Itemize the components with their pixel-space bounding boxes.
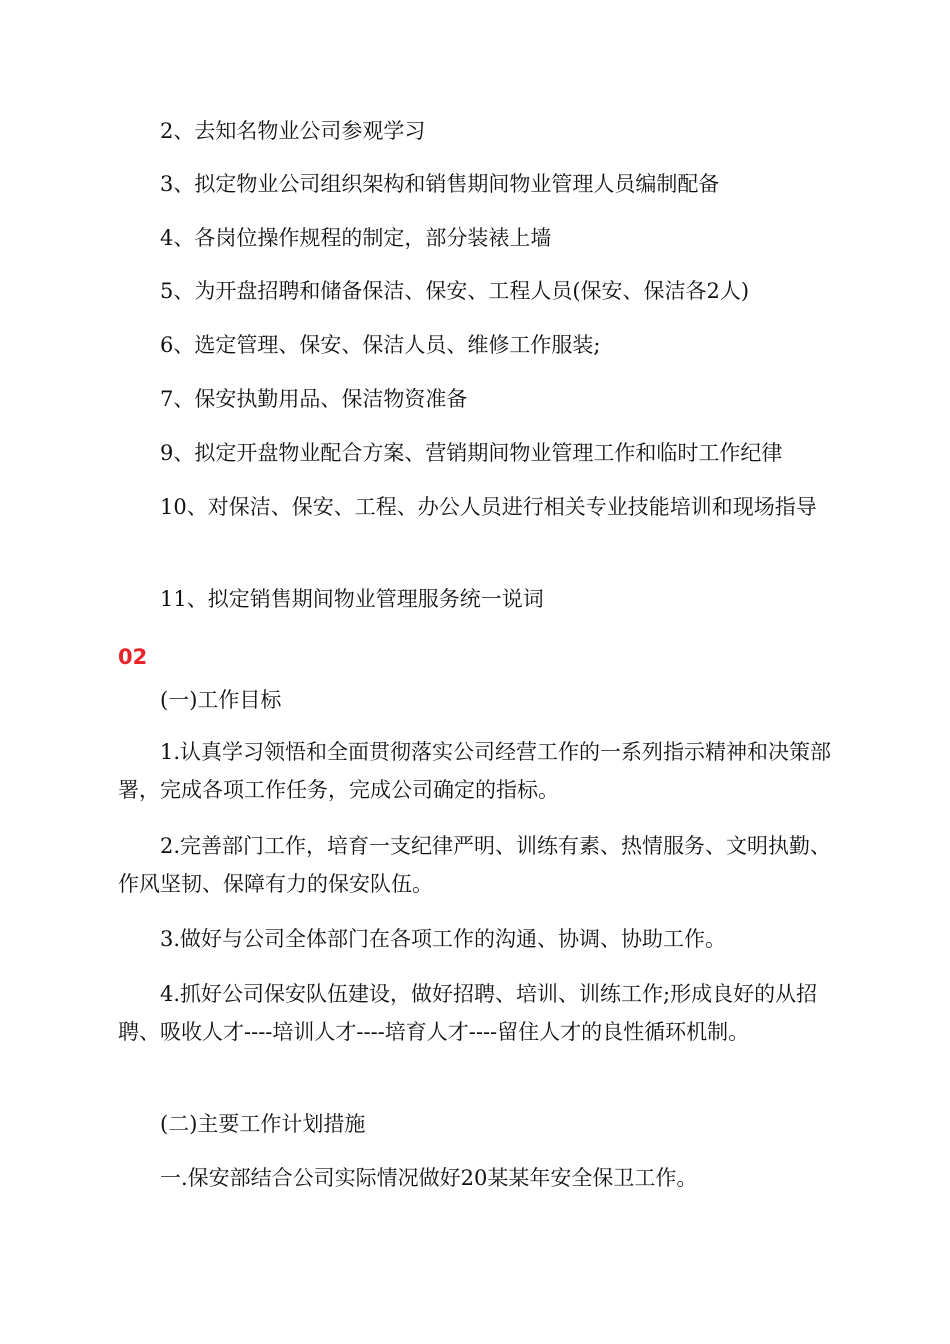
section-heading-measures: (二)主要工作计划措施	[160, 1112, 366, 1136]
list-item: 4、各岗位操作规程的制定，部分装裱上墙	[160, 226, 552, 250]
goal-paragraph: 3.做好与公司全体部门在各项工作的沟通、协调、协助工作。	[160, 927, 727, 951]
goal-paragraph: 2.完善部门工作，培育一支纪律严明、训练有素、热情服务、文明执勤、作风坚韧、保障有力的保安队伍。	[118, 834, 832, 896]
list-item: 2、去知名物业公司参观学习	[160, 119, 426, 143]
section-heading-goals: (一)工作目标	[160, 688, 282, 712]
list-item: 7、保安执勤用品、保洁物资准备	[160, 387, 468, 411]
goal-paragraph: 4.抓好公司保安队伍建设，做好招聘、培训、训练工作;形成良好的从招聘、吸收人才----培训人才----培育人才----留住人才的良性循环机制。	[118, 982, 818, 1044]
measure-paragraph: 一.保安部结合公司实际情况做好20某某年安全保卫工作。	[160, 1166, 698, 1190]
list-item: 9、拟定开盘物业配合方案、营销期间物业管理工作和临时工作纪律	[160, 441, 783, 465]
list-item: 6、选定管理、保安、保洁人员、维修工作服装;	[160, 333, 601, 357]
list-item: 5、为开盘招聘和储备保洁、保安、工程人员(保安、保洁各2人)	[160, 279, 750, 303]
list-item: 10、对保洁、保安、工程、办公人员进行相关专业技能培训和现场指导	[160, 495, 817, 519]
section-number: 02	[118, 645, 148, 669]
goal-paragraph: 1.认真学习领悟和全面贯彻落实公司经营工作的一系列指示精神和决策部署，完成各项工作任务，完成公司确定的指标。	[118, 740, 832, 802]
list-item: 11、拟定销售期间物业管理服务统一说词	[160, 587, 544, 611]
list-item: 3、拟定物业公司组织架构和销售期间物业管理人员编制配备	[160, 172, 720, 196]
